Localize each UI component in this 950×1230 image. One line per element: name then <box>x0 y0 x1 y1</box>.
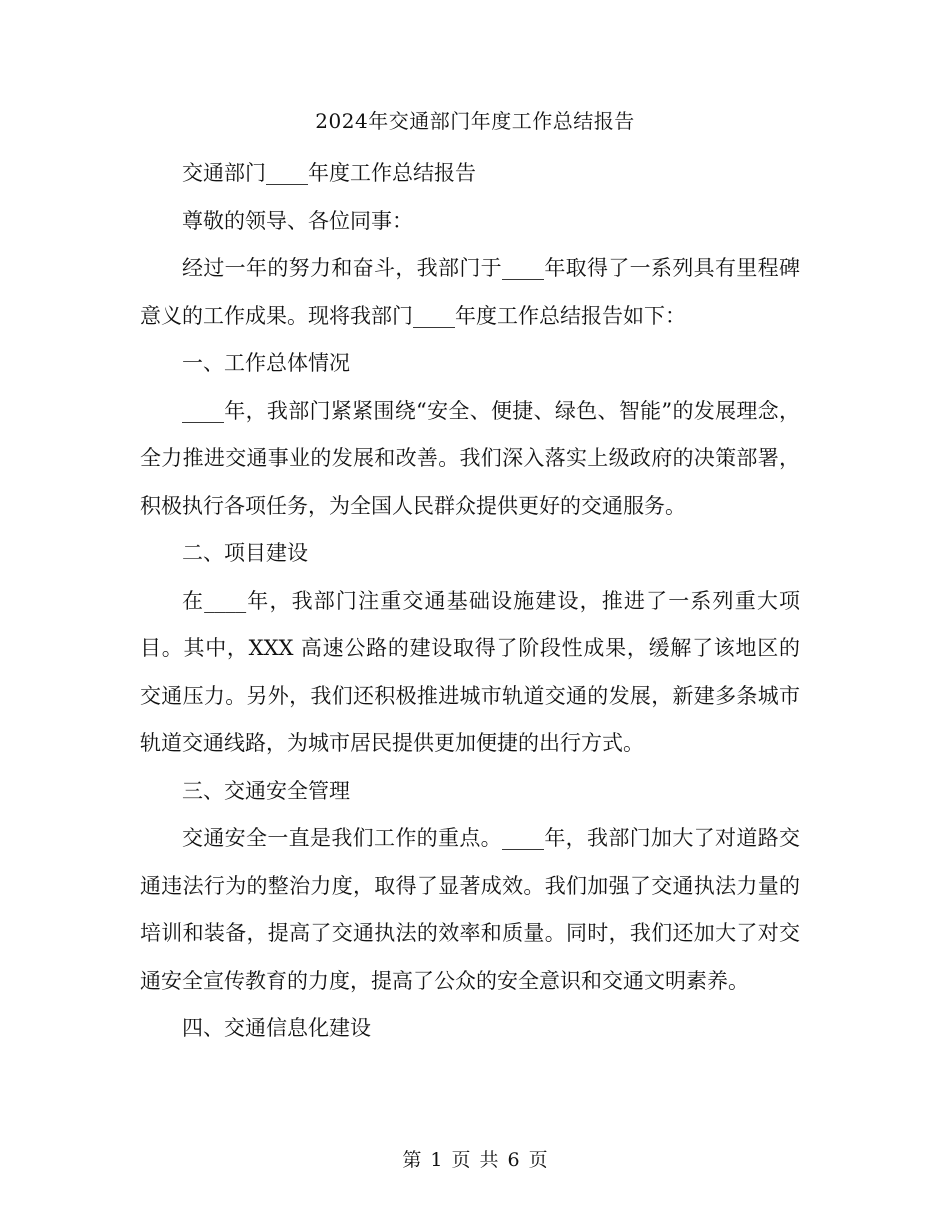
section-heading-3: 三、交通安全管理 <box>182 778 350 803</box>
section-paragraph-3: 交通安全一直是我们工作的重点。____年，我部门加大了对道路交通违法行为的整治力度，取得了显著成效。我们加强了交通执法力量的培训和装备，提高了交通执法的效率和质量。同时，我们还加大了对交通安全宣传教育的力度，提高了公众的安全意识和交通文明素养。 <box>140 826 800 993</box>
document-title: 2024年交通部门年度工作总结报告 <box>315 109 635 133</box>
page-number-footer: 第 1 页 共 6 页 <box>402 1149 548 1171</box>
section-paragraph-2: 在____年，我部门注重交通基础设施建设，推进了一系列重大项目。其中，XXX 高速公路的建设取得了阶段性成果，缓解了该地区的交通压力。另外，我们还积极推进城市轨道交通的发展，新建多条城市轨道交通线路，为城市居民提供更加便捷的出行方式。 <box>140 588 800 755</box>
document-body <box>140 150 800 1053</box>
section-heading-4: 四、交通信息化建设 <box>182 1016 371 1040</box>
intro-paragraph: 经过一年的努力和奋斗，我部门于____年取得了一系列具有里程碑意义的工作成果。现将我部门____年度工作总结报告如下： <box>140 256 800 328</box>
section-heading-1: 一、工作总体情况 <box>182 351 350 375</box>
section-paragraph-1: ____年，我部门紧紧围绕“安全、便捷、绿色、智能”的发展理念，全力推进交通事业的发展和改善。我们深入落实上级政府的决策部署，积极执行各项任务，为全国人民群众提供更好的交通服务。 <box>140 398 800 518</box>
section-heading-2: 二、项目建设 <box>182 541 308 565</box>
salutation-paragraph: 尊敬的领导、各位同事： <box>182 208 413 233</box>
subtitle-paragraph: 交通部门____年度工作总结报告 <box>182 161 476 185</box>
